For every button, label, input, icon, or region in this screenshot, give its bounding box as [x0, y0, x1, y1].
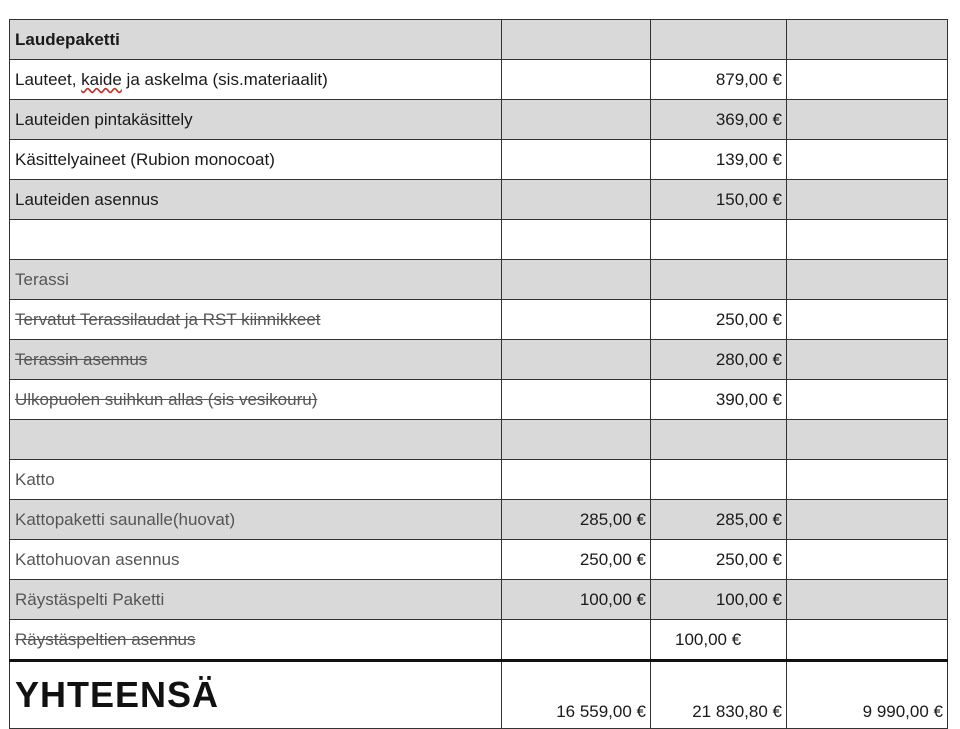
table-row — [10, 500, 948, 540]
table-row — [10, 20, 948, 60]
cell[interactable] — [787, 60, 948, 100]
item-label[interactable]: Räystäspelti Paketti — [10, 580, 502, 620]
cell[interactable] — [787, 260, 948, 300]
cell[interactable] — [502, 340, 651, 380]
table-row — [10, 420, 948, 460]
section-header-laudepaketti[interactable]: Laudepaketti — [10, 20, 502, 60]
section-header-katto[interactable]: Katto — [10, 460, 502, 500]
cell[interactable] — [502, 180, 651, 220]
table-row — [10, 620, 948, 661]
cell[interactable] — [502, 260, 651, 300]
item-label-struck[interactable]: Ulkopuolen suihkun allas (sis vesikouru) — [10, 380, 502, 420]
item-label-struck[interactable]: Terassin asennus — [10, 340, 502, 380]
cell[interactable] — [502, 460, 651, 500]
price-cell[interactable]: 250,00 € — [651, 300, 787, 340]
item-label[interactable]: Käsittelyaineet (Rubion monocoat) — [10, 140, 502, 180]
table-row — [10, 540, 948, 580]
cell[interactable] — [502, 420, 651, 460]
cell[interactable] — [787, 20, 948, 60]
table-row — [10, 300, 948, 340]
cell[interactable] — [651, 20, 787, 60]
item-label[interactable]: Lauteiden pintakäsittely — [10, 100, 502, 140]
table-row — [10, 580, 948, 620]
cell[interactable] — [502, 100, 651, 140]
price-cell[interactable]: 139,00 € — [651, 140, 787, 180]
item-label[interactable]: Kattopaketti saunalle(huovat) — [10, 500, 502, 540]
item-label[interactable] — [10, 60, 502, 100]
empty-cell[interactable] — [10, 420, 502, 460]
total-value[interactable]: 16 559,00 € — [502, 661, 651, 729]
cell[interactable] — [787, 140, 948, 180]
item-label[interactable]: Kattohuovan asennus — [10, 540, 502, 580]
table-row — [10, 380, 948, 420]
price-cell[interactable]: 100,00 € — [502, 580, 651, 620]
table-row — [10, 460, 948, 500]
total-value[interactable]: 9 990,00 € — [787, 661, 948, 729]
cell[interactable] — [787, 300, 948, 340]
total-value[interactable]: 21 830,80 € — [651, 661, 787, 729]
cell[interactable] — [787, 100, 948, 140]
cell[interactable] — [651, 420, 787, 460]
cell[interactable] — [502, 220, 651, 260]
cell[interactable] — [787, 420, 948, 460]
table-row — [10, 140, 948, 180]
cell[interactable] — [502, 60, 651, 100]
cell[interactable] — [787, 580, 948, 620]
cell[interactable] — [502, 140, 651, 180]
price-cell[interactable]: 100,00 € — [651, 580, 787, 620]
price-cell[interactable]: 250,00 € — [651, 540, 787, 580]
cell[interactable] — [651, 260, 787, 300]
table-row — [10, 180, 948, 220]
price-cell[interactable]: 100,00 € — [651, 620, 787, 661]
item-label-struck[interactable]: Räystäspeltien asennus — [10, 620, 502, 661]
table-row — [10, 60, 948, 100]
empty-cell[interactable] — [10, 220, 502, 260]
price-table — [9, 19, 948, 729]
table-row — [10, 220, 948, 260]
price-cell[interactable]: 879,00 € — [651, 60, 787, 100]
item-label-struck[interactable]: Tervatut Terassilaudat ja RST kiinnikkeet — [10, 300, 502, 340]
item-label[interactable]: Lauteiden asennus — [10, 180, 502, 220]
price-cell[interactable]: 285,00 € — [502, 500, 651, 540]
price-cell[interactable]: 280,00 € — [651, 340, 787, 380]
cell[interactable] — [787, 380, 948, 420]
cell[interactable] — [787, 220, 948, 260]
label-part: Lauteet, — [15, 69, 82, 89]
cell[interactable] — [787, 620, 948, 661]
cell[interactable] — [787, 500, 948, 540]
label-part: ja askelma (sis.materiaalit) — [121, 69, 328, 89]
price-cell[interactable]: 369,00 € — [651, 100, 787, 140]
cell[interactable] — [502, 620, 651, 661]
cell[interactable] — [651, 220, 787, 260]
table-row — [10, 100, 948, 140]
cell[interactable] — [787, 340, 948, 380]
price-cell[interactable]: 285,00 € — [651, 500, 787, 540]
cell[interactable] — [502, 20, 651, 60]
cell[interactable] — [651, 460, 787, 500]
price-sheet — [9, 19, 947, 729]
table-row — [10, 260, 948, 300]
total-row — [10, 661, 948, 729]
section-header-terassi[interactable]: Terassi — [10, 260, 502, 300]
total-label: YHTEENSÄ — [15, 674, 220, 715]
cell[interactable] — [787, 540, 948, 580]
price-cell[interactable]: 390,00 € — [651, 380, 787, 420]
spellcheck-word: kaide — [81, 69, 122, 89]
total-label-cell[interactable] — [10, 661, 502, 729]
table-row — [10, 340, 948, 380]
cell[interactable] — [502, 380, 651, 420]
cell[interactable] — [787, 460, 948, 500]
cell[interactable] — [787, 180, 948, 220]
price-cell[interactable]: 250,00 € — [502, 540, 651, 580]
price-cell[interactable]: 150,00 € — [651, 180, 787, 220]
cell[interactable] — [502, 300, 651, 340]
